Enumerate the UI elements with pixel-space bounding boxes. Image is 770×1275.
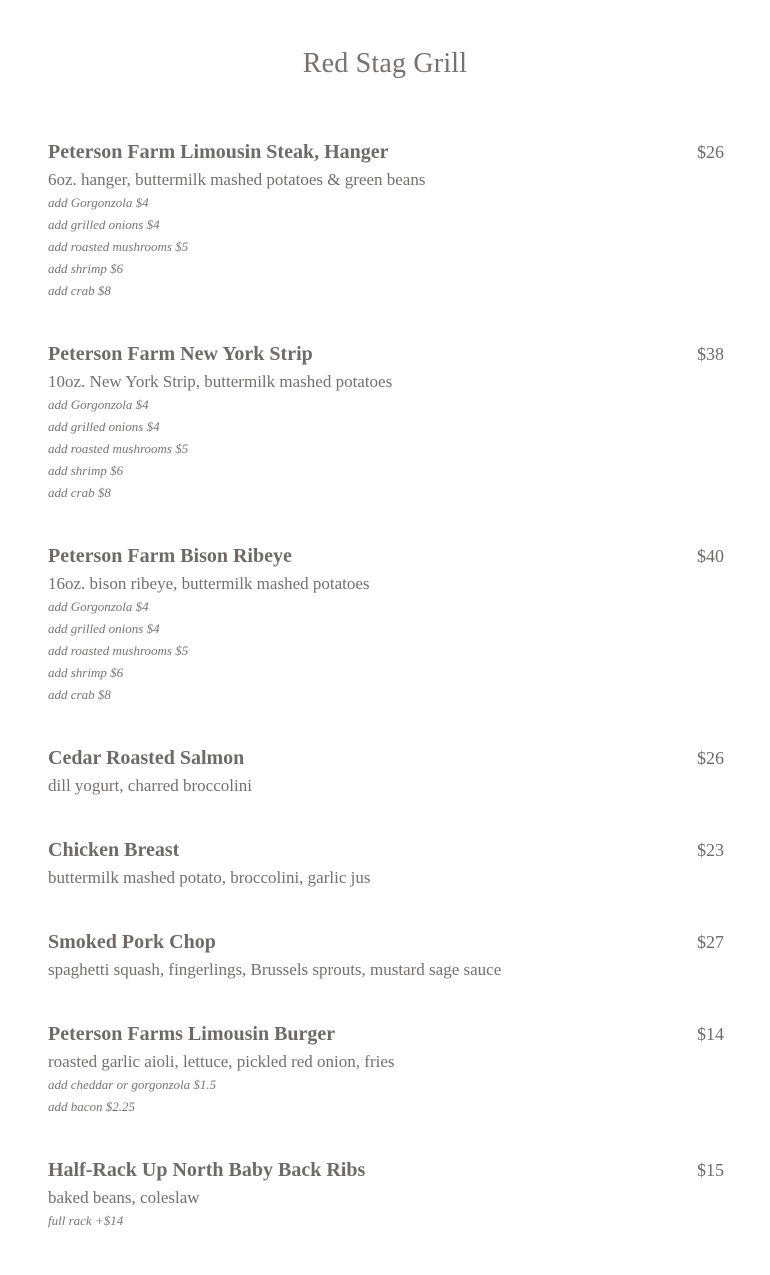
addon-option: add shrimp $6 — [48, 261, 124, 276]
menu-item-description: buttermilk mashed potato, broccolini, garlic jus — [48, 868, 371, 887]
menu-item-price: $40 — [697, 546, 724, 566]
menu-item-name: Peterson Farm Limousin Steak, Hanger — [48, 141, 389, 163]
menu-item-addons — [48, 1074, 724, 1118]
menu-item — [48, 1158, 724, 1232]
addon-option: add grilled onions $4 — [48, 217, 160, 232]
menu-item-price: $23 — [697, 840, 724, 860]
menu-item-price: $26 — [697, 748, 724, 768]
menu-item — [48, 1022, 724, 1118]
menu-item-price: $27 — [697, 932, 724, 952]
addon-option: add bacon $2.25 — [48, 1099, 136, 1114]
menu-item — [48, 140, 724, 302]
addon-option: add Gorgonzola $4 — [48, 195, 149, 210]
addon-option: add crab $8 — [48, 283, 111, 298]
menu-item-name: Smoked Pork Chop — [48, 931, 216, 953]
menu-title: Red Stag Grill — [302, 48, 468, 79]
menu-item-name: Peterson Farm Bison Ribeye — [48, 545, 292, 567]
menu-item-addons — [48, 1210, 724, 1232]
menu-item-description: 16oz. bison ribeye, buttermilk mashed potatoes — [48, 574, 370, 593]
menu-item-addons — [48, 596, 724, 706]
menu-item-price: $14 — [697, 1024, 724, 1044]
menu-item-addons — [48, 394, 724, 504]
menu-item-description: 10oz. New York Strip, buttermilk mashed potatoes — [48, 372, 393, 391]
addon-option: add shrimp $6 — [48, 463, 124, 478]
menu-item-description: 6oz. hanger, buttermilk mashed potatoes & green beans — [48, 170, 426, 189]
menu-item — [48, 930, 724, 980]
menu-item-name: Peterson Farm New York Strip — [48, 343, 313, 365]
menu-item — [48, 746, 724, 796]
addon-option: add shrimp $6 — [48, 665, 124, 680]
menu-item-name: Chicken Breast — [48, 839, 180, 861]
menu-item-addons — [48, 192, 724, 302]
menu-item — [48, 342, 724, 504]
menu-item-description: baked beans, coleslaw — [48, 1188, 200, 1207]
addon-option: add grilled onions $4 — [48, 419, 160, 434]
addon-option: add roasted mushrooms $5 — [48, 643, 189, 658]
addon-option: add Gorgonzola $4 — [48, 397, 149, 412]
menu-item-price: $15 — [697, 1160, 724, 1180]
addon-option: add crab $8 — [48, 485, 111, 500]
menu-item-name: Half-Rack Up North Baby Back Ribs — [48, 1159, 366, 1181]
menu-item-name: Cedar Roasted Salmon — [48, 747, 245, 769]
addon-option: add grilled onions $4 — [48, 621, 160, 636]
addon-option: add roasted mushrooms $5 — [48, 239, 189, 254]
addon-option: add Gorgonzola $4 — [48, 599, 149, 614]
menu-item-description: dill yogurt, charred broccolini — [48, 776, 252, 795]
menu-item — [48, 544, 724, 706]
addon-option: add crab $8 — [48, 687, 111, 702]
menu-item-description: spaghetti squash, fingerlings, Brussels sprouts, mustard sage sauce — [48, 960, 502, 979]
menu-item — [48, 838, 724, 888]
menu-item-price: $26 — [697, 142, 724, 162]
addon-option: add roasted mushrooms $5 — [48, 441, 189, 456]
addon-option: full rack +$14 — [48, 1213, 124, 1228]
menu-item-price: $38 — [697, 344, 724, 364]
menu-item-name: Peterson Farms Limousin Burger — [48, 1023, 336, 1045]
menu-item-description: roasted garlic aioli, lettuce, pickled red onion, fries — [48, 1052, 395, 1071]
addon-option: add cheddar or gorgonzola $1.5 — [48, 1077, 217, 1092]
